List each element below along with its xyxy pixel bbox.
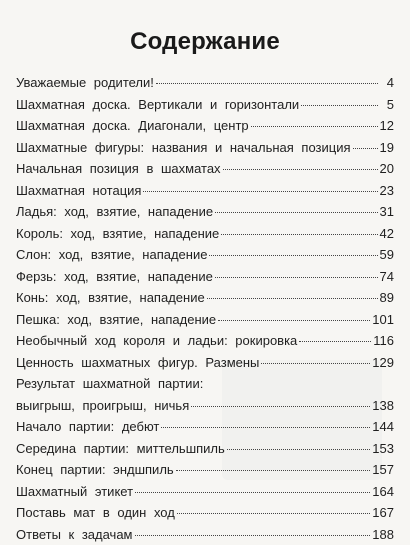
leader-dots [301,105,378,106]
toc-entry-page-number: 153 [372,438,394,460]
leader-dots [161,427,370,428]
toc-entry-page-number: 59 [380,244,394,266]
leader-dots [135,535,371,536]
table-of-contents [16,72,394,545]
toc-entry-page-number: 144 [372,416,394,438]
toc-entry [16,416,394,438]
toc-entry [16,266,394,288]
leader-dots [299,341,371,342]
toc-entry [16,459,394,481]
toc-entry-page-number: 129 [372,352,394,374]
toc-entry [16,72,394,94]
toc-entry-page-number: 4 [380,72,394,94]
toc-entry-page-number: 164 [372,481,394,503]
toc-entry-label: Пешка: ход, взятие, нападение [16,309,216,331]
toc-entry [16,502,394,524]
toc-entry-page-number: 101 [372,309,394,331]
toc-entry-label: Середина партии: миттельшпиль [16,438,225,460]
toc-entry [16,395,394,417]
toc-entry-label: Шахматные фигуры: названия и начальная позиция [16,137,351,159]
leader-dots [209,255,377,256]
toc-entry-label: Шахматный этикет [16,481,133,503]
toc-entry-page-number: 167 [372,502,394,524]
leader-dots [207,298,378,299]
toc-entry-page-number: 19 [380,137,394,159]
toc-entry-page-number: 188 [372,524,394,545]
leader-dots [135,492,370,493]
toc-entry [16,309,394,331]
toc-entry-label: Начальная позиция в шахматах [16,158,221,180]
leader-dots [176,470,371,471]
toc-entry-page-number: 5 [380,94,394,116]
toc-entry-page-number: 42 [380,223,394,245]
toc-entry-label: Король: ход, взятие, нападение [16,223,219,245]
toc-entry-page-number: 116 [373,330,394,352]
toc-entry-page-number: 74 [380,266,394,288]
toc-entry-label: Шахматная нотация [16,180,141,202]
toc-entry [16,115,394,137]
toc-entry-label: Необычный ход короля и ладьи: рокировка [16,330,297,352]
toc-entry-label: Ценность шахматных фигур. Размены [16,352,259,374]
toc-entry [16,137,394,159]
toc-entry [16,94,394,116]
toc-entry [16,373,394,395]
toc-entry-label: Шахматная доска. Вертикали и горизонтали [16,94,299,116]
toc-entry-page-number: 20 [380,158,394,180]
leader-dots [223,169,378,170]
toc-entry-label: Ответы к задачам [16,524,133,545]
toc-entry-label: Слон: ход, взятие, нападение [16,244,207,266]
leader-dots [215,212,377,213]
toc-entry [16,158,394,180]
leader-dots [143,191,377,192]
toc-entry-label: Результат шахматной партии: [16,373,203,395]
toc-entry-page-number: 31 [380,201,394,223]
toc-entry [16,287,394,309]
leader-dots [215,277,378,278]
toc-entry [16,244,394,266]
toc-entry-page-number: 23 [380,180,394,202]
leader-dots [177,513,370,514]
toc-entry-label: Шахматная доска. Диагонали, центр [16,115,249,137]
toc-entry-page-number: 12 [380,115,394,137]
leader-dots [261,363,370,364]
toc-entry [16,481,394,503]
toc-entry [16,223,394,245]
toc-entry-label: Ферзь: ход, взятие, нападение [16,266,213,288]
toc-entry [16,180,394,202]
toc-entry-label: Начало партии: дебют [16,416,159,438]
toc-entry-label: Конь: ход, взятие, нападение [16,287,205,309]
toc-entry [16,438,394,460]
toc-entry-page-number: 157 [372,459,394,481]
leader-dots [227,449,371,450]
toc-entry-page-number: 89 [380,287,394,309]
leader-dots [191,406,370,407]
leader-dots [218,320,370,321]
page-title: Содержание [0,28,410,56]
toc-entry [16,524,394,545]
toc-entry [16,352,394,374]
toc-entry-label: Поставь мат в один ход [16,502,175,524]
leader-dots [353,148,378,149]
toc-entry [16,201,394,223]
toc-entry [16,330,394,352]
leader-dots [251,126,378,127]
toc-entry-label: выигрыш, проигрыш, ничья [16,395,189,417]
leader-dots [156,83,378,84]
toc-entry-label: Конец партии: эндшпиль [16,459,174,481]
leader-dots [221,234,377,235]
toc-entry-page-number: 138 [372,395,394,417]
toc-entry-label: Ладья: ход, взятие, нападение [16,201,213,223]
toc-entry-label: Уважаемые родители! [16,72,154,94]
